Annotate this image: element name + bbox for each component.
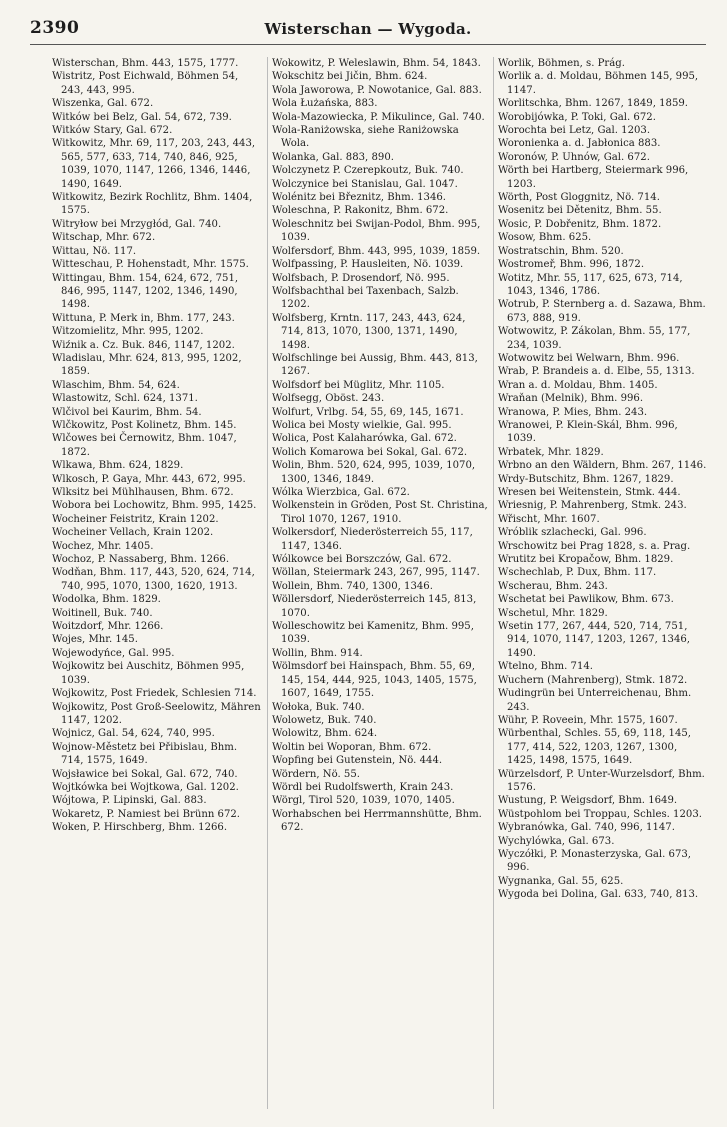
index-entry: Wolfsbach, P. Drosendorf, Nö. 995. [272,272,450,284]
index-entry: Wolkersdorf, Niederösterreich 55, 117, 1147, 1346. [272,527,473,552]
index-entry: Wüstpohlom bei Troppau, Schles. 1203. [498,808,702,820]
index-entry: Wöllan, Steiermark 243, 267, 995, 1147. [272,567,480,579]
index-entry: Wotwowitz, P. Zákolan, Bhm. 55, 177, 234, 1039. [498,326,691,351]
index-entry: Wosic, P. Dobřenitz, Bhm. 1872. [498,218,662,230]
index-entry: Wschetat bei Pawlikow, Bhm. 673. [498,594,674,606]
index-entry: Wolfsdorf bei Müglitz, Mhr. 1105. [272,379,445,391]
index-entry: Woleschnitz bei Swijan-Podol, Bhm. 995, 1039. [272,218,481,244]
index-entry: Woitinell, Buk. 740. [52,607,153,619]
index-entry: Wotitz, Mhr. 55, 117, 625, 673, 714, 1043, 1346, 1786. [498,272,683,297]
index-entry: Woltin bei Woporan, Bhm. 672. [272,741,432,753]
index-entry: Witków bei Belz, Gal. 54, 672, 739. [52,111,232,123]
index-entry: Wuchern (Mahrenberg), Stmk. 1872. [498,674,688,686]
index-entry: Wygnanka, Gal. 55, 625. [498,875,624,887]
index-entry: Wolfpassing, P. Hausleiten, Nö. 1039. [272,259,464,271]
index-entry: Wiszenka, Gal. 672. [52,98,154,110]
index-entry: Wolleschowitz bei Kamenitz, Bhm. 995, 1039. [272,621,474,646]
index-entry: Würbenthal, Schles. 55, 69, 118, 145, 177, 414, 522, 1203, 1267, 1300, 1425, 1498, 1575, 1649. [498,728,691,767]
index-entry: Wrab, P. Brandeis a. d. Elbe, 55, 1313. [498,366,695,378]
index-entry: Wosenitz bei Dětenitz, Bhm. 55. [498,205,662,217]
index-entry: Wola-Raniżowska, siehe Raniżowska Wola. [272,125,459,150]
index-entry: Woronienka a. d. Jabłonica 883. [498,138,661,150]
index-entry: Wittuna, P. Merk in, Bhm. 177, 243. [52,312,235,324]
index-entry: Wühr, P. Roveein, Mhr. 1575, 1607. [498,714,678,726]
index-entry: Wokschitz bei Jičin, Bhm. 624. [272,71,428,83]
page-title: Wisterschan — Wygoda. [264,20,472,38]
index-entry: Wojes, Mhr. 145. [52,634,138,646]
index-entry: Wojtkówka bei Wojtkowa, Gal. 1202. [52,781,239,793]
index-entry: Wisterschan, Bhm. 443, 1575, 1777. [52,58,239,69]
index-entry: Wodolka, Bhm. 1829. [52,594,161,606]
index-entry: Wolczynetz P. Czerepkoutz, Buk. 740. [272,165,464,177]
index-entry: Wlaschim, Bhm. 54, 624. [52,379,180,391]
index-entry: Worhabschen bei Herrmannshütte, Bhm. 672. [272,808,482,834]
index-entry: Worobijówka, P. Toki, Gal. 672. [498,111,656,123]
index-entry: Wran a. d. Moldau, Bhm. 1405. [498,379,658,391]
index-entry: Wriesnig, P. Mahrenberg, Stmk. 243. [498,500,687,512]
index-entry: Würzelsdorf, P. Unter-Wurzelsdorf, Bhm. 1576. [498,768,705,793]
index-column-2 [272,57,488,1109]
index-entry: Wschechlab, P. Dux, Bhm. 117. [498,567,657,579]
index-entry: Wolfsbachthal bei Taxenbach, Salzb. 1202. [272,285,459,311]
index-entry: Wychylówka, Gal. 673. [498,835,615,847]
index-entry: Wojkowitz bei Auschitz, Böhmen 995, 1039. [52,661,245,686]
index-entry: Wobora bei Lochowitz, Bhm. 995, 1425. [52,500,257,512]
index-entry: Woken, P. Hirschberg, Bhm. 1266. [52,822,228,834]
index-entry: Witzomielitz, Mhr. 995, 1202. [52,326,204,338]
index-entry: Wresen bei Weitenstein, Stmk. 444. [498,487,681,498]
column-divider [267,57,268,1109]
index-entry: Witteschau, P. Hohenstadt, Mhr. 1575. [52,259,249,271]
index-entry: Wocheiner Vellach, Krain 1202. [52,527,214,539]
index-entry: Wolfschlinge bei Aussig, Bhm. 443, 813, 1267. [272,352,478,378]
index-entry: Wschetul, Mhr. 1829. [498,607,608,619]
index-entry: Wola Jaworowa, P. Nowotanice, Gal. 883. [272,84,482,96]
index-entry: Woitzdorf, Mhr. 1266. [52,621,164,633]
index-entry: Wolowetz, Buk. 740. [272,714,377,726]
index-entry: Wotwowitz bei Welwarn, Bhm. 996. [498,352,680,364]
index-entry: Witków Stary, Gal. 672. [52,125,173,137]
index-entry: Wrbatek, Mhr. 1829. [498,446,604,458]
index-entry: Wöllersdorf, Niederösterreich 145, 813, 1070. [272,594,477,619]
index-entry: Witkowitz, Bezirk Rochlitz, Bhm. 1404, 1575. [52,192,253,217]
index-entry: Wördern, Nö. 55. [272,768,360,780]
index-entry: Wokowitz, P. Weleslawin, Bhm. 54, 1843. [272,58,481,69]
index-entry: Worlitschka, Bhm. 1267, 1849, 1859. [498,98,689,110]
index-entry: Wolica, Post Kalaharówka, Gal. 672. [272,433,457,445]
index-entry: Wólka Wierzbica, Gal. 672. [272,487,410,498]
index-entry: Wollein, Bhm. 740, 1300, 1346. [272,580,433,592]
index-entry: Wochoz, P. Nassaberg, Bhm. 1266. [52,554,230,566]
index-entry: Wlksitz bei Mühlhausen, Bhm. 672. [52,487,234,498]
index-entry: Wrdy-Butschitz, Bhm. 1267, 1829. [498,473,674,485]
index-entry: Wojkowitz, Post Friedek, Schlesien 714. [52,688,257,700]
index-entry: Wördl bei Rudolfswerth, Krain 243. [272,781,454,793]
index-entry: Wojnicz, Gal. 54, 624, 740, 995. [52,728,215,740]
index-entry: Worochta bei Letz, Gal. 1203. [498,125,651,137]
index-entry: Wólkowce bei Borszczów, Gal. 672. [272,554,452,566]
index-entry: Wlastowitz, Schl. 624, 1371. [52,393,198,405]
index-entry: Wlčowes bei Černowitz, Bhm. 1047, 1872. [52,433,237,458]
index-entry: Wscherau, Bhm. 243. [498,580,608,592]
index-entry: Wojnow-Městetz bei Přibislau, Bhm. 714, 1575, 1649. [52,741,238,767]
index-entry: Wollin, Bhm. 914. [272,647,363,659]
index-entry: Wolfsegg, Oböst. 243. [272,393,385,405]
index-entry: Wołoka, Buk. 740. [272,701,365,713]
index-entry: Wybranówka, Gal. 740, 996, 1147. [498,822,675,834]
index-entry: Wostromeř, Bhm. 996, 1872. [498,259,645,271]
index-entry: Wranowei, P. Klein-Skál, Bhm. 996, 1039. [498,419,678,445]
page-number: 2390 [30,18,80,38]
index-entry: Wojewodyńce, Gal. 995. [52,647,175,659]
index-entry: Witkowitz, Mhr. 69, 117, 203, 243, 443, 565, 577, 633, 714, 740, 846, 925, 1039, 1070, 1147, 1266, 1346, 1446, 1490, 1649. [52,138,256,190]
index-entry: Wola-Mazowiecka, P. Mikulince, Gal. 740. [272,111,485,123]
index-entry: Wyczółki, P. Monasterzyska, Gal. 673, 996. [498,848,692,874]
index-entry: Wladislau, Mhr. 624, 813, 995, 1202, 1859. [52,352,242,378]
index-entry: Wustung, P. Weigsdorf, Bhm. 1649. [498,795,678,807]
index-entry: Wokaretz, P. Namiest bei Brünn 672. [52,808,241,820]
index-entry: Wolénitz bei Březnitz, Bhm. 1346. [272,192,447,204]
index-entry: Wodňan, Bhm. 117, 443, 520, 624, 714, 740, 995, 1070, 1300, 1620, 1913. [52,567,255,592]
index-entry: Wopfing bei Gutenstein, Nö. 444. [272,755,443,767]
index-entry: Wygoda bei Dolina, Gal. 633, 740, 813. [498,889,699,901]
index-entry: Wolkenstein in Gröden, Post St. Christina, Tirol 1070, 1267, 1910. [272,500,488,525]
index-entry: Wotrub, P. Sternberg a. d. Sazawa, Bhm. 673, 888, 919. [498,299,706,324]
index-entry: Wlčivol bei Kaurim, Bhm. 54. [52,406,202,418]
index-entry: Wittau, Nö. 117. [52,245,137,257]
index-entry: Witschap, Mhr. 672. [52,232,156,244]
index-entry: Wörgl, Tirol 520, 1039, 1070, 1405. [272,795,455,807]
index-column-1 [52,57,262,1109]
index-entry: Wřischt, Mhr. 1607. [498,513,600,525]
index-entry: Wörth, Post Gloggnitz, Nö. 714. [498,192,660,204]
index-entry: Wojkowitz, Post Groß-Seelowitz, Mähren 1147, 1202. [52,701,261,726]
header-rule [30,44,706,45]
index-entry: Wola Łużańska, 883. [272,98,378,110]
index-entry: Wolanka, Gal. 883, 890. [272,151,394,163]
index-entry: Worlik a. d. Moldau, Böhmen 145, 995, 1147. [498,71,699,96]
index-entry: Witryłow bei Mrzygłód, Gal. 740. [52,218,222,230]
index-entry: Wlkosch, P. Gaya, Mhr. 443, 672, 995. [52,473,246,485]
index-entry: Wolfurt, Vrlbg. 54, 55, 69, 145, 1671. [272,406,464,418]
column-divider [493,57,494,1109]
index-entry: Wrbno an den Wäldern, Bhm. 267, 1146. [498,460,707,472]
index-entry: Wolica bei Mosty wielkie, Gal. 995. [272,419,452,431]
index-entry: Wraňan (Melnik), Bhm. 996. [498,393,644,405]
index-entry: Wittingau, Bhm. 154, 624, 672, 751, 846, 995, 1147, 1202, 1346, 1490, 1498. [52,272,239,311]
index-entry: Wolich Komarowa bei Sokal, Gal. 672. [272,446,468,458]
index-entry: Wolin, Bhm. 520, 624, 995, 1039, 1070, 1300, 1346, 1849. [272,460,476,485]
index-entry: Wtelno, Bhm. 714. [498,661,594,673]
index-entry: Wudingrün bei Unterreichenau, Bhm. 243. [498,688,692,713]
index-entry: Wsetin 177, 267, 444, 520, 714, 751, 914, 1070, 1147, 1203, 1267, 1346, 1490. [498,621,690,659]
index-entry: Wolfersdorf, Bhm. 443, 995, 1039, 1859. [272,245,481,257]
index-entry: Wolowitz, Bhm. 624. [272,728,378,740]
index-entry: Wlkawa, Bhm. 624, 1829. [52,460,184,472]
index-entry: Wölmsdorf bei Hainspach, Bhm. 55, 69, 145, 154, 444, 925, 1043, 1405, 1575, 1607, 1649, 1755. [272,661,477,700]
index-entry: Worlik, Böhmen, s. Prág. [498,58,625,69]
index-entry: Wrschowitz bei Prag 1828, s. a. Prag. [498,540,691,552]
index-entry: Woleschna, P. Rakonitz, Bhm. 672. [272,205,449,217]
index-entry: Wistritz, Post Eichwald, Böhmen 54, 243, 443, 995. [52,71,239,96]
index-columns [52,57,708,1109]
index-entry: Wörth bei Hartberg, Steiermark 996, 1203. [498,165,689,190]
index-entry: Woronów, P. Uhnów, Gal. 672. [498,151,650,163]
index-entry: Wolfsberg, Krntn. 117, 243, 443, 624, 714, 813, 1070, 1300, 1371, 1490, 1498. [272,312,466,351]
index-entry: Wiźnik a. Cz. Buk. 846, 1147, 1202. [52,339,235,351]
index-entry: Wrutitz bei Kropačow, Bhm. 1829. [498,554,674,566]
index-entry: Wostratschin, Bhm. 520. [498,245,624,257]
index-entry: Wocheiner Feistritz, Krain 1202. [52,513,219,525]
index-entry: Wlčkowitz, Post Kolinetz, Bhm. 145. [52,419,237,431]
index-entry: Wranowa, P. Mies, Bhm. 243. [498,406,648,418]
index-entry: Wojsławice bei Sokal, Gal. 672, 740. [52,768,238,780]
index-entry: Wróblik szlachecki, Gal. 996. [498,527,647,539]
index-entry: Wójtowa, P. Lipinski, Gal. 883. [52,795,207,807]
index-entry: Wochez, Mhr. 1405. [52,540,154,552]
index-entry: Wolczynice bei Stanislau, Gal. 1047. [272,178,458,190]
index-entry: Wosow, Bhm. 625. [498,232,592,244]
index-column-3 [498,57,708,1109]
